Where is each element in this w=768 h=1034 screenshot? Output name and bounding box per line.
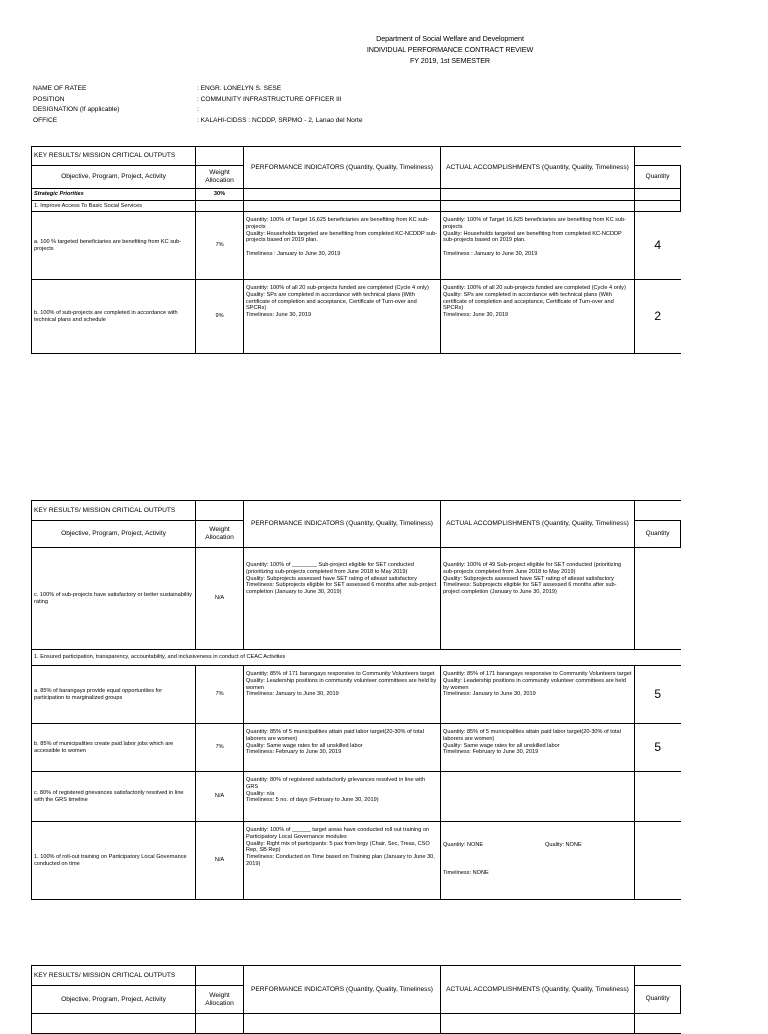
performance-table-1 [31,146,680,354]
table-row [32,822,681,900]
quantity-cell: 5 [635,724,681,772]
weight-header: Weight Allocation [196,521,244,548]
indicators-cell: Quantity: 85% of 171 barangays responsive to Community Volunteers target Quality: Leadership positions in community volunteer committees are held by women Timeliness: January to June 30, 2019 [244,666,441,724]
quantity-header: Quantity [635,521,681,548]
accomplishments-cell [441,822,635,900]
quantity-header: Quantity [635,166,681,189]
weight-cell: N/A [196,548,244,650]
ratee-office-label: OFFICE [33,116,58,124]
indicators-cell: Quantity: 100% of ______ target areas have conducted roll out training on Participatory Local Governance modules Quality: Right mix of participants: 5 pax from brgy (Chair, Sec, Treas, CSO Rep, SB Rep) Timeliness: Conducted on Time based on Training plan (January to June 30, 2019) [244,822,441,900]
table-row [32,666,681,724]
ratee-position-label: POSITION [33,95,65,103]
ratee-designation-label: DESIGNATION (If applicable) [33,106,120,113]
indicators-cell: Quantity: 100% of Target 16,625 beneficiaries are benefiting from KC sub-projects Quality: Households targeted are benefiting from completed KC-NCDDP sub-projects based on 2019 plan. Timeliness : January to June 30, 2019 [244,212,441,280]
priority-heading: 1. Ensured participation, transparency, accountability, and inclusiveness in conduct of CEAC Activities [32,650,681,666]
indicators-header: PERFORMANCE INDICATORS (Quantity, Quality, Timeliness) [244,147,441,189]
ratee-designation-value: : [197,106,199,113]
table-row [32,772,681,822]
indicators-header: PERFORMANCE INDICATORS (Quantity, Quality, Timeliness) [244,966,441,1014]
weight-header: Weight Allocation [196,166,244,189]
accomplishment-quantity: Quantity: NONE [443,842,484,848]
weight-cell: 7% [196,666,244,724]
weight-cell: 7% [196,212,244,280]
quantity-cell [635,772,681,822]
accomplishments-cell [441,772,635,822]
key-results-header: KEY RESULTS/ MISSION CRITICAL OUTPUTS [32,147,196,166]
objective-cell: a. 100 % targeted beneficiaries are benefiting from KC sub-projects [32,212,196,280]
weight-cell: N/A [196,822,244,900]
quantity-header: Quantity [635,986,681,1014]
objective-cell: a. 85% of barangays provide equal opportunities for participation to marginalized groups [32,666,196,724]
accomplishments-cell: Quantity: 100% of all 20 sub-projects funded are completed (Cycle 4 only) Quality: SPs are completed in accordance with technical plans (With certificate of completion and acceptance, Certificate of Turn-over and SPCRs) Timeliness: June 30, 2019 [441,280,635,354]
ratee-name-value: : ENGR. LONELYN S. SESE [197,85,282,92]
performance-table-2 [31,500,680,900]
objective-header: Objective, Program, Project, Activity [32,166,196,189]
ratee-name-label: NAME OF RATEE [33,85,87,92]
quantity-cell: 5 [635,666,681,724]
indicators-cell: Quantity: 100% of all 20 sub-projects funded are completed (Cycle 4 only) Quality: SPs are completed in accordance with technical plans (With certificate of completion and acceptance, Certificate of Turn-over and SPCRs) Timeliness: June 30, 2019 [244,280,441,354]
accomplishment-quality: Quality: NONE [545,842,582,848]
objective-header: Objective, Program, Project, Activity [32,986,196,1014]
accomplishments-cell: Quantity: 85% of 5 municipalities attain paid labor target(20-30% of total laborers are women) Quality: Same wage rates for all unskilled labor Timeliness: February to June 30, 2019 [441,724,635,772]
weight-cell: 7% [196,724,244,772]
quantity-cell [635,822,681,900]
quantity-cell [635,548,681,650]
indicators-cell: Quantity: 100% of ________ Sub-project eligible for SET conducted (prioritizing sub-projects completed from June 2018 to May 2019) Quality: Subprojects assessed have SET rating of atleast satisfactory Timeliness: Subprojects eligible for SET assessed 6 months after sub-project completion (January to June 30, 2019) [244,548,441,650]
strategic-priorities-weight: 30% [196,189,244,201]
indicators-cell: Quantity: 80% of registered satisfactorily grievances resolved in line with GRS Quality: n/a Timeliness: 5 no. of days (February to June 30, 2019) [244,772,441,822]
agency-name: Department of Social Welfare and Development [376,34,524,43]
table-row [32,548,681,650]
weight-cell: 9% [196,280,244,354]
strategic-priorities-label: Strategic Priorities [32,189,196,201]
key-results-header: KEY RESULTS/ MISSION CRITICAL OUTPUTS [32,966,196,986]
ratee-position-value: : COMMUNITY INFRASTRUCTURE OFFICER III [197,95,342,103]
accomplishments-header: ACTUAL ACCOMPLISHMENTS (Quantity, Quality, Timeliness) [441,966,635,1014]
priority-heading: 1. Improve Access To Basic Social Services [32,201,196,212]
ratee-office-value: : KALAHI-CIDSS : NCDDP, SRPMO - 2, Lanao del Norte [197,116,363,124]
accomplishment-timeliness: Timeliness: NONE [443,870,489,876]
table-row [32,280,681,354]
accomplishments-header: ACTUAL ACCOMPLISHMENTS (Quantity, Quality, Timeliness) [441,501,635,548]
key-results-header: KEY RESULTS/ MISSION CRITICAL OUTPUTS [32,501,196,521]
objective-header: Objective, Program, Project, Activity [32,521,196,548]
objective-cell: 1. 100% of roll-out training on Participatory Local Governance conducted on time [32,822,196,900]
table-row [32,724,681,772]
objective-cell: c. 100% of sub-projects have satisfactory or better sustainability rating [32,548,196,650]
weight-cell: N/A [196,772,244,822]
objective-cell: b. 100% of sub-projects are completed in accordance with technical plans and schedule [32,280,196,354]
accomplishments-cell: Quantity: 85% of 171 barangays responsive to Community Volunteers target Quality: Leadership positions in community volunteer committees are held by women Timeliness: January to June 30, 2019 [441,666,635,724]
accomplishments-cell: Quantity: 100% of 49 Sub-project eligible for SET conducted (prioritizing sub-projects completed from June 2018 to May 2019) Quality: Subprojects assessed have SET rating of atleast satisfactory Timeliness: Subprojects eligible for SET assessed 6 months after sub-project completion (January to June 30, 2019) [441,548,635,650]
document-header [330,33,570,66]
indicators-header: PERFORMANCE INDICATORS (Quantity, Quality, Timeliness) [244,501,441,548]
objective-cell: c. 80% of registered grievances satisfactorily resolved in line with the GRS timeline [32,772,196,822]
document-title: INDIVIDUAL PERFORMANCE CONTRACT REVIEW [366,45,534,54]
accomplishments-cell: Quantity: 100% of Target 16,625 beneficiaries are benefiting from KC sub-projects Quality: Households targeted are benefiting from completed KC-NCDDP sub-projects based on 2019 plan. Timeliness : January to June 30, 2019 [441,212,635,280]
quantity-cell: 4 [635,212,681,280]
accomplishments-header: ACTUAL ACCOMPLISHMENTS (Quantity, Quality, Timeliness) [441,147,635,189]
quantity-cell: 2 [635,280,681,354]
document-period: FY 2019, 1st SEMESTER [409,56,491,65]
weight-header: Weight Allocation [196,986,244,1014]
indicators-cell: Quantity: 85% of 5 municipalities attain paid labor target(20-30% of total laborers are women) Quality: Same wage rates for all unskilled labor Timeliness: February to June 30, 2019 [244,724,441,772]
objective-cell: b. 85% of municipalities create paid labor jobs which are accessible to women [32,724,196,772]
table-row [32,212,681,280]
